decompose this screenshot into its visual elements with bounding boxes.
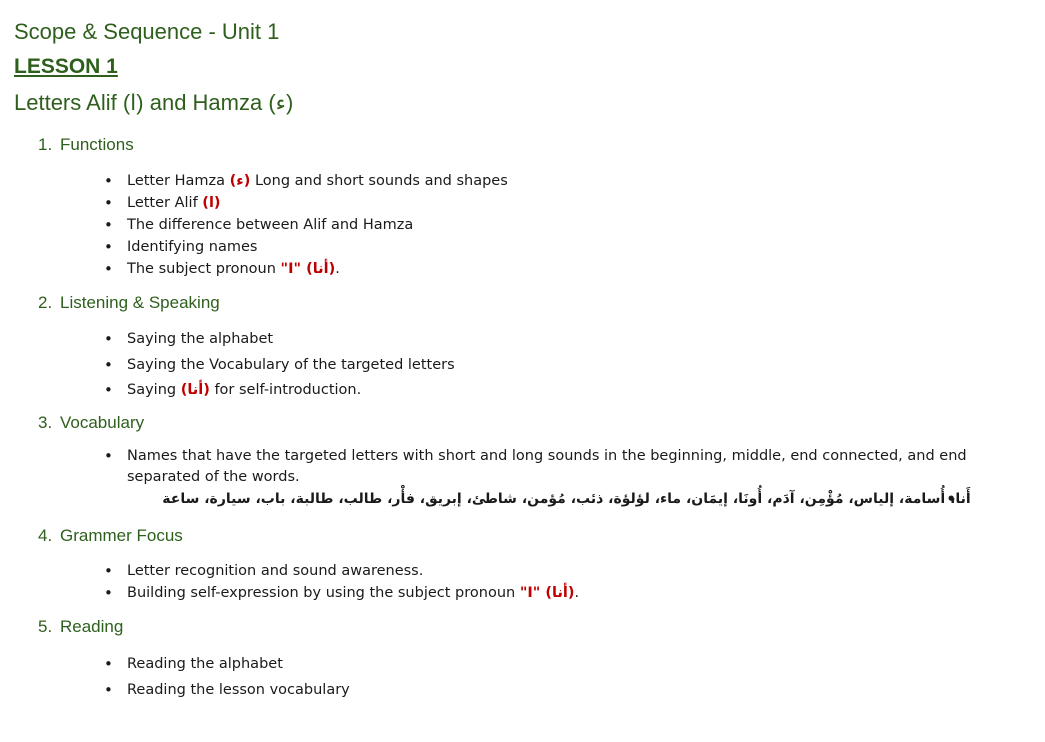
section-title: Vocabulary — [60, 413, 145, 432]
list-item: • Identifying names — [104, 236, 1029, 258]
list-item: • Letter recognition and sound awareness. — [104, 560, 1029, 582]
listening-speaking-list — [104, 327, 1029, 404]
list-item: • Letter Alif (ا) — [104, 192, 1029, 214]
section-number: 1. — [38, 135, 53, 154]
section-number: 3. — [38, 413, 53, 432]
reading-list — [104, 651, 1029, 703]
list-item: • Letter Hamza (ء) Long and short sounds and shapes — [104, 170, 1029, 192]
section-title: Functions — [60, 135, 134, 154]
section-heading-reading — [38, 617, 123, 637]
list-item: • Reading the lesson vocabulary — [104, 677, 1029, 703]
section-title: Reading — [60, 617, 124, 636]
document-title: Scope & Sequence - Unit 1 — [14, 19, 280, 44]
list-item: • Building self-expression by using the subject pronoun "I" (أنا). — [104, 582, 1029, 604]
vocabulary-list — [104, 446, 1029, 510]
list-item: • Saying the Vocabulary of the targeted letters — [104, 353, 1029, 379]
section-heading-listening-speaking — [38, 293, 220, 313]
arabic-vocabulary-item: • أَنا، أُسامة، إلياس، مُؤْمِن، آدَم، أُونَا، إيمَان، ماء، لؤلؤة، ذئب، مُؤمن، شاطئ، إبريق، فأْر، طالب، طالبة، باب، سيارة، ساعة — [104, 488, 1029, 510]
grammar-focus-list — [104, 560, 1029, 604]
section-heading-vocabulary — [38, 413, 144, 433]
section-number: 4. — [38, 526, 53, 545]
section-number: 5. — [38, 617, 53, 636]
functions-list — [104, 170, 1029, 280]
section-title: Grammer Focus — [60, 526, 183, 545]
section-title: Listening & Speaking — [60, 293, 220, 312]
section-heading-functions — [38, 135, 134, 155]
lesson-subtitle: Letters Alif (ا) and Hamza (ء) — [14, 90, 294, 115]
section-number: 2. — [38, 293, 53, 312]
lesson-label: LESSON 1 — [14, 55, 118, 78]
section-heading-grammar-focus — [38, 526, 183, 546]
list-item: • Saying (أنا) for self-introduction. — [104, 378, 1029, 404]
list-item: • Saying the alphabet — [104, 327, 1029, 353]
list-item: • Names that have the targeted letters with short and long sounds in the beginning, middle, end connected, and end separated of the words. — [104, 446, 1029, 488]
list-item: • Reading the alphabet — [104, 651, 1029, 677]
list-item: • The subject pronoun "I" (أنا). — [104, 258, 1029, 280]
list-item: • The difference between Alif and Hamza — [104, 214, 1029, 236]
